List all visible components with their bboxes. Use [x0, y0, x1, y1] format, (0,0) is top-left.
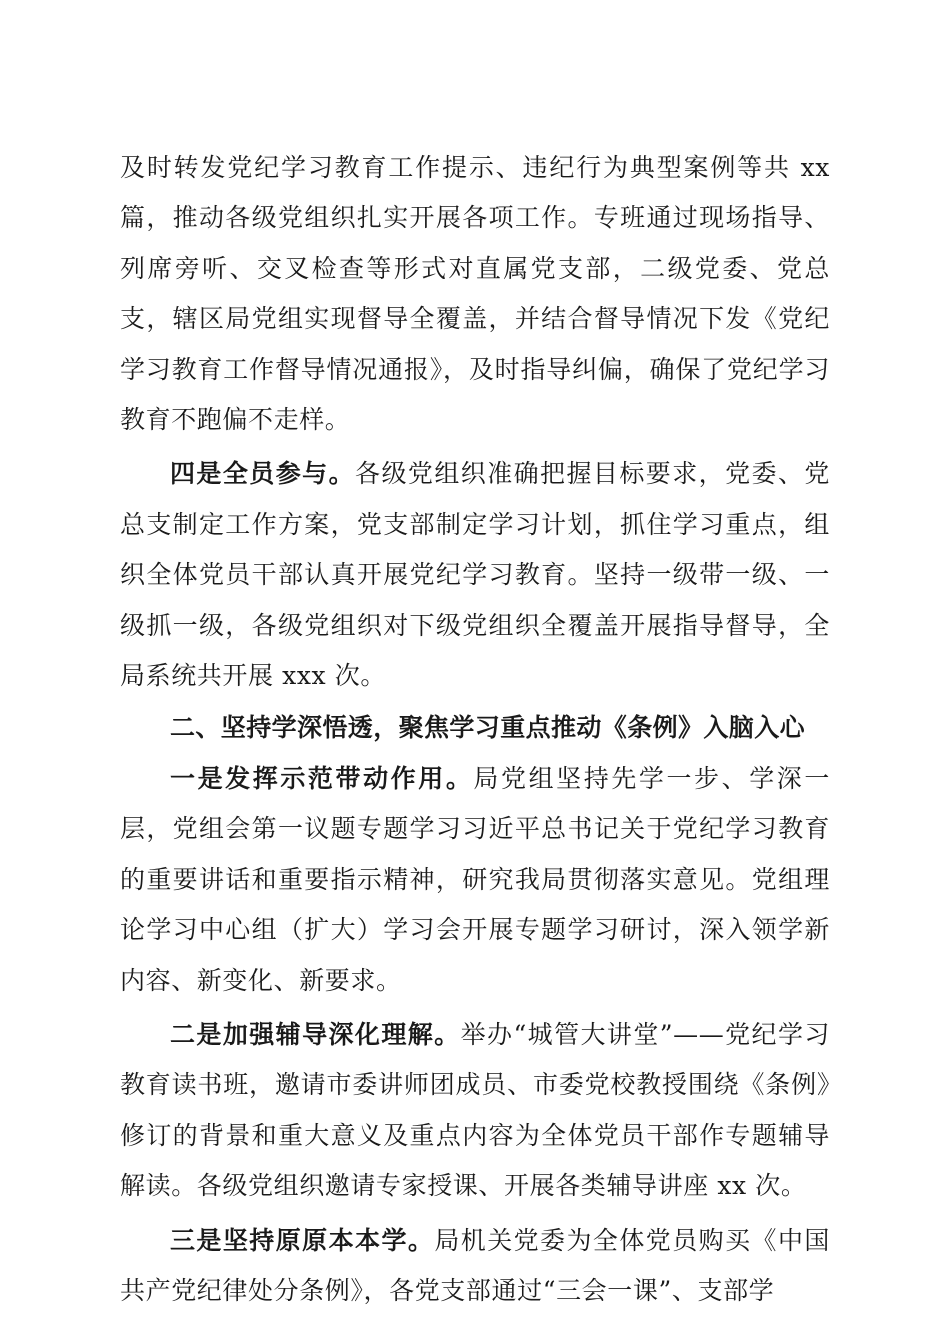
point-four-lead: 四是全员参与。 — [170, 459, 356, 489]
section-two-heading: 二、坚持学深悟透，聚焦学习重点推动《条例》入脑入心 — [170, 713, 806, 743]
paragraph-point-two — [120, 1010, 830, 1212]
paragraph-point-four — [120, 449, 830, 701]
point-one-body: 局党组坚持先学一步、学深一层，党组会第一议题专题学习习近平总书记关于党纪学习教育的重要讲话和重要指示精神，研究我局贯彻落实意见。党组理论学习中心组（扩大）学习会开展专题学习研讨，深入领学新内容、新变化、新要求。 — [120, 763, 830, 995]
point-two-body: 举办“城管大讲堂”——党纪学习教育读书班，邀请市委讲师团成员、市委党校教授围绕《条例》修订的背景和重大意义及重点内容为全体党员干部作专题辅导解读。各级党组织邀请专家授课、开展各类辅导讲座 xx 次。 — [120, 1019, 830, 1201]
document-body — [120, 143, 830, 1316]
paragraph-point-one — [120, 754, 830, 1006]
point-one-lead: 一是发挥示范带动作用。 — [170, 763, 474, 793]
point-three-body: 局机关党委为全体党员购买《中国共产党纪律处分条例》，各党支部通过“三会一课”、支部学 — [120, 1225, 830, 1305]
point-three-lead: 三是坚持原原本本学。 — [170, 1225, 435, 1255]
point-two-lead: 二是加强辅导深化理解。 — [170, 1019, 461, 1049]
continuation-paragraph: 及时转发党纪学习教育工作提示、违纪行为典型案例等共 xx 篇，推动各级党组织扎实开展各项工作。专班通过现场指导、列席旁听、交叉检查等形式对直属党支部，二级党委、党总支，辖区局党组实现督导全覆盖，并结合督导情况下发《党纪学习教育工作督导情况通报》，及时指导纠偏，确保了党纪学习教育不跑偏不走样。 — [120, 153, 830, 435]
paragraph-point-three — [120, 1216, 830, 1317]
point-four-body: 各级党组织准确把握目标要求，党委、党总支制定工作方案，党支部制定学习计划，抓住学习重点，组织全体党员干部认真开展党纪学习教育。坚持一级带一级、一级抓一级，各级党组织对下级党组织全覆盖开展指导督导，全局系统共开展 xxx 次。 — [120, 459, 830, 691]
